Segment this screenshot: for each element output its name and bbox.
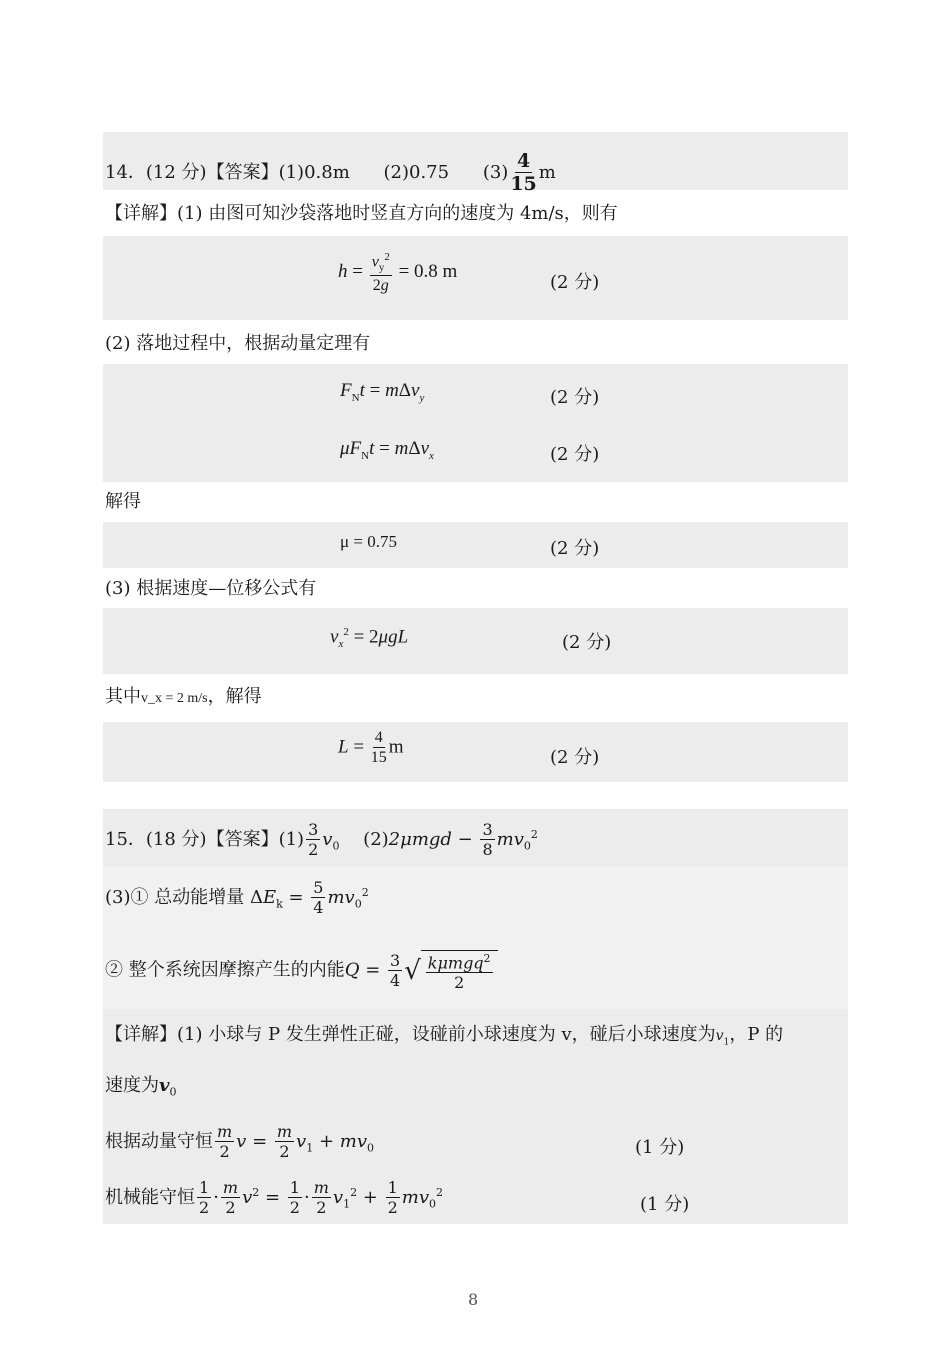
q14-eq1: h = $\frac{v_y^2}{2g}$ = 0.8 m	[338, 251, 458, 294]
q15-energy: 机械能守恒 $\frac{1}{2}$ · $\frac{m}{2}$ $v^2$ = $\frac{1}{2}$ · $\frac{m}{2}$ $v_1^2$ + $\frac{1}{2}$ $mv_0^2$	[105, 1178, 444, 1217]
answer-fraction: $\frac{4}{15}$	[510, 150, 537, 195]
q14-where: 其中v_x = 2 m/s，解得	[105, 686, 262, 707]
q14-band-eq4	[103, 522, 848, 568]
q14-score1: (2 分)	[550, 272, 600, 293]
q14-score4: (2 分)	[550, 538, 600, 559]
q15-energy-score: (1 分)	[640, 1194, 690, 1215]
q14-score2: (2 分)	[550, 387, 600, 408]
q14-eq4: μ = 0.75	[340, 532, 397, 551]
q14-detail-3: (3) 根据速度—位移公式有	[105, 578, 317, 599]
q14-eq2: $F_Nt = m\Delta v_y$	[340, 380, 425, 404]
q14-detail-1: 【详解】(1) 由图可知沙袋落地时竖直方向的速度为 4m/s，则有	[105, 203, 618, 224]
q14-solve: 解得	[105, 491, 141, 512]
q15-ans3: (3)① 总动能增量 $\Delta E_k$ = $\frac{5}{4}$ $mv_0^2$	[105, 878, 369, 917]
q14-header: 14．(12 分)【答案】(1)0.8m (2)0.75 (3) $\frac{4}{15}$ m	[105, 150, 556, 195]
q14-band-eq5	[103, 608, 848, 674]
q14-band-eq6	[103, 722, 848, 782]
q15-detail-1-cont: 速度为$v_0$	[105, 1075, 177, 1099]
q15-ans3b: ② 整个系统因摩擦产生的内能Q = $\frac{3}{4}$ √ $\frac{k\mu mgq^2}{2}$	[105, 950, 498, 991]
q14-detail-2: (2) 落地过程中，根据动量定理有	[105, 333, 371, 354]
q15-detail-1: 【详解】(1) 小球与 P 发生弹性正碰，设碰前小球速度为 v，碰后小球速度为$v_1$，P 的	[105, 1024, 784, 1048]
q14-score3: (2 分)	[550, 444, 600, 465]
q14-eq6: L = $\frac{4}{15}$ m	[338, 729, 404, 766]
q14-score6: (2 分)	[550, 747, 600, 768]
q14-eq3: $\mu F_Nt = m\Delta v_x$	[340, 438, 434, 462]
q15-header: 15．(18 分)【答案】(1) $\frac{3}{2}$ $v_0$ (2)2μmgd − $\frac{3}{8}$ $mv_0^2$	[105, 820, 538, 859]
page-number: 8	[468, 1290, 479, 1309]
q15-momentum: 根据动量守恒 $\frac{m}{2}$ v = $\frac{m}{2}$ $v_1 + mv_0$	[105, 1122, 374, 1161]
q14-band-eq1	[103, 236, 848, 320]
q15-momentum-score: (1 分)	[635, 1137, 685, 1158]
q14-band-eq2-3	[103, 364, 848, 482]
q14-eq5: $v_x^2 = 2\mu gL$	[330, 626, 409, 651]
q14-score5: (2 分)	[562, 632, 612, 653]
